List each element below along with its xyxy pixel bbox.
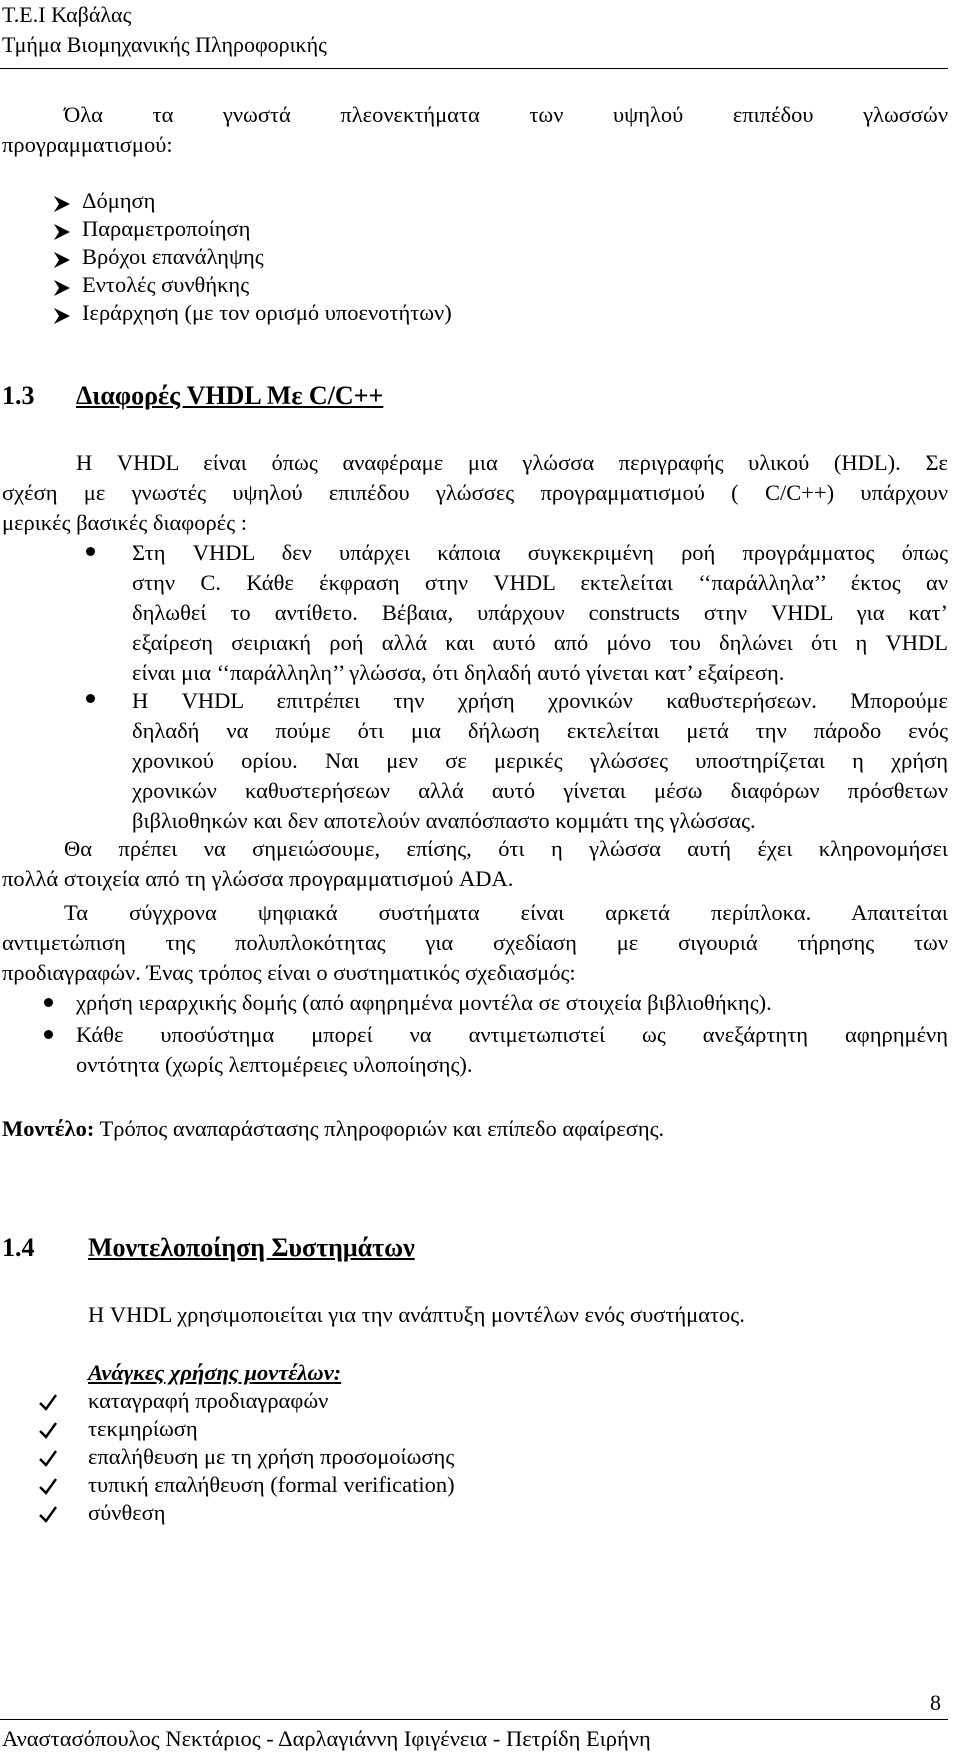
bullet-line: Στη VHDL δεν υπάρχει κάποια συγκεκριμένη ροή προγράμματος όπως [132, 540, 948, 565]
page-number: 8 [930, 1690, 941, 1715]
intro-line-1: Όλα τα γνωστά πλεονεκτήματα των υψηλού επιπέδου γλωσσών [64, 102, 948, 127]
advantage-item: Δόμηση [82, 188, 156, 213]
header-rule [0, 68, 948, 69]
model-text: Τρόπος αναπαράστασης πληροφοριών και επίπεδο αφαίρεσης. [94, 1116, 665, 1141]
bullet-line: στην C. Κάθε έκφραση στην VHDL εκτελείται ‘‘παράλληλα’’ έκτος αν [132, 570, 948, 595]
model-definition [2, 1114, 664, 1144]
advantage-item: Ιεράρχηση (με τον ορισμό υποενοτήτων) [82, 300, 452, 325]
arrow-bullet-icon [52, 194, 72, 214]
check-icon [38, 1448, 58, 1468]
bullet-line: δηλαδή να πούμε ότι μια δήλωση εκτελείται μετά την πάροδο ενός [132, 718, 948, 743]
bullet-icon [86, 694, 95, 703]
intro-line-2: προγραμματισμού: [2, 132, 173, 157]
paragraph-line: σχέση με γνωστές υψηλού επιπέδου γλώσσες προγραμματισμού ( C/C++) υπάρχουν [2, 480, 948, 505]
section-title: Μοντελοποίηση Συστημάτων [88, 1233, 415, 1262]
footer-authors: Αναστασόπουλος Νεκτάριος - Δαρλαγιάννη Ιφιγένεια - Πετρίδη Ειρήνη [2, 1726, 651, 1751]
bullet-line: Η VHDL επιτρέπει την χρήση χρονικών καθυστερήσεων. Μπορούμε [132, 688, 948, 713]
bullet-line: χρονικού ορίου. Ναι μεν σε μερικές γλώσσες υποστηρίζεται η χρήση [132, 748, 948, 773]
footer-rule [0, 1719, 948, 1720]
bullet-line: οντότητα (χωρίς λεπτομέρειες υλοποίησης). [76, 1052, 473, 1077]
check-icon [38, 1392, 58, 1412]
section-number: 1.4 [2, 1233, 35, 1262]
paragraph-line: προδιαγραφών. Ένας τρόπος είναι ο συστηματικός σχεδιασμός: [2, 960, 576, 985]
check-icon [38, 1504, 58, 1524]
bullet-icon [44, 998, 53, 1007]
needs-item: τυπική επαλήθευση (formal verification) [88, 1472, 455, 1497]
advantage-item: Βρόχοι επανάληψης [82, 244, 264, 269]
bullet-icon [44, 1030, 53, 1039]
bullet-line: χρήση ιεραρχικής δομής (από αφηρημένα μοντέλα σε στοιχεία βιβλιοθήκης). [76, 990, 772, 1015]
arrow-bullet-icon [52, 306, 72, 326]
advantage-item: Εντολές συνθήκης [82, 272, 250, 297]
check-icon [38, 1420, 58, 1440]
header-department: Τμήμα Βιομηχανικής Πληροφορικής [2, 32, 327, 57]
needs-item: καταγραφή προδιαγραφών [88, 1388, 329, 1413]
section-title: Διαφορές VHDL Με C/C++ [76, 381, 384, 410]
needs-item: τεκμηρίωση [88, 1416, 198, 1441]
bullet-line: χρονικών καθυστερήσεων αλλά αυτό γίνεται μέσω διαφόρων πρόσθετων [132, 778, 948, 803]
header-institution: Τ.Ε.Ι Καβάλας [2, 2, 132, 27]
advantage-item: Παραμετροποίηση [82, 216, 251, 241]
arrow-bullet-icon [52, 278, 72, 298]
paragraph-line: αντιμετώπιση της πολυπλοκότητας για σχεδίαση με σιγουριά τήρησης των [2, 930, 948, 955]
arrow-bullet-icon [52, 250, 72, 270]
bullet-icon [86, 547, 95, 556]
paragraph-line: Τα σύγχρονα ψηφιακά συστήματα είναι αρκετά περίπλοκα. Απαιτείται [64, 900, 948, 925]
paragraph-line: Θα πρέπει να σημειώσουμε, επίσης, ότι η γλώσσα αυτή έχει κληρονομήσει [64, 836, 948, 861]
bullet-line: είναι μια ‘‘παράλληλη’’ γλώσσα, ότι δηλαδή αυτό γίνεται κατ’ εξαίρεση. [132, 660, 785, 685]
bullet-line: δηλωθεί το αντίθετο. Βέβαια, υπάρχουν constructs στην VHDL για κατ’ [132, 600, 948, 625]
needs-item: σύνθεση [88, 1500, 166, 1525]
paragraph-line: Η VHDL είναι όπως αναφέραμε μια γλώσσα περιγραφής υλικού (HDL). Σε [76, 450, 948, 475]
needs-title: Ανάγκες χρήσης μοντέλων: [88, 1360, 342, 1385]
section-number: 1.3 [2, 381, 35, 410]
arrow-bullet-icon [52, 222, 72, 242]
bullet-line: εξαίρεση σειριακή ροή αλλά και αυτό από μόνο του δηλώνει ότι η VHDL [132, 630, 948, 655]
model-term: Μοντέλο: [2, 1116, 95, 1141]
bullet-line: βιβλιοθηκών και δεν αποτελούν αναπόσπαστο κομμάτι της γλώσσας. [132, 808, 756, 833]
paragraph-line: Η VHDL χρησιμοποιείται για την ανάπτυξη μοντέλων ενός συστήματος. [88, 1302, 745, 1327]
needs-item: επαλήθευση με τη χρήση προσομοίωσης [88, 1444, 455, 1469]
paragraph-line: πολλά στοιχεία από τη γλώσσα προγραμματισμού ADA. [2, 866, 514, 891]
paragraph-line: μερικές βασικές διαφορές : [2, 510, 247, 535]
check-icon [38, 1476, 58, 1496]
bullet-line: Κάθε υποσύστημα μπορεί να αντιμετωπιστεί ως ανεξάρτητη αφηρημένη [76, 1022, 948, 1047]
